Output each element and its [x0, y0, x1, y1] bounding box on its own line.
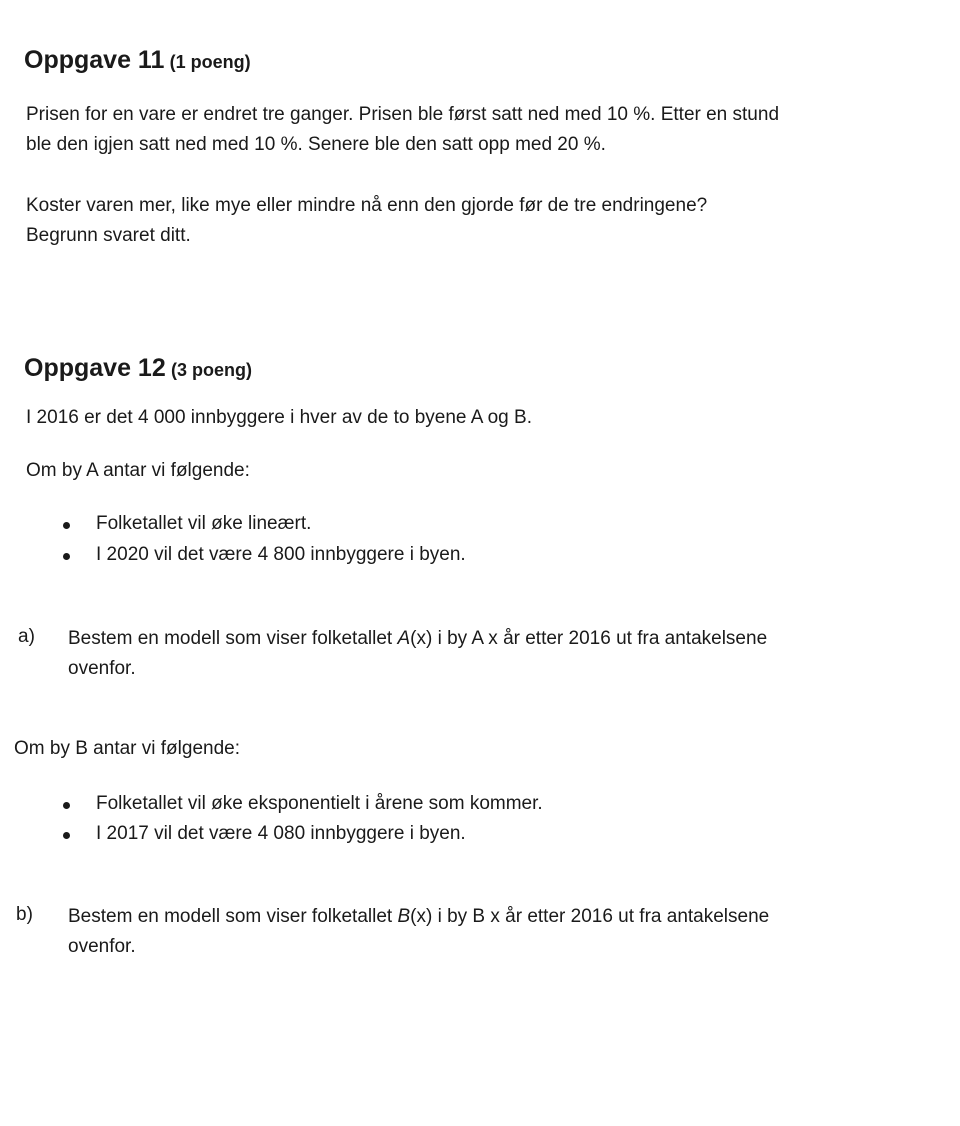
- task12-points: (3 poeng): [171, 360, 253, 380]
- subtask-b-line2: ovenfor.: [68, 936, 136, 957]
- cityB-bullet-2: I 2017 vil det være 4 080 innbyggere i byen.: [96, 823, 466, 844]
- subtask-b-text-pre: Bestem en modell som viser folketallet: [68, 906, 398, 927]
- task11-paragraph-line1: Prisen for en vare er endret tre ganger. Prisen ble først satt ned med 10 %. Etter en stund: [26, 104, 780, 125]
- cityA-bullet-1: Folketallet vil øke lineært.: [96, 513, 312, 534]
- subtask-a-text: [68, 628, 767, 650]
- function-B: B: [397, 906, 411, 927]
- subtask-a-line2: ovenfor.: [68, 658, 136, 679]
- bullet-icon: [63, 802, 70, 809]
- task11-paragraph-line2: ble den igjen satt ned med 10 %. Senere ble den satt opp med 20 %.: [26, 134, 606, 155]
- function-A-arg: (x): [410, 628, 433, 649]
- subtask-b-label: b): [16, 904, 33, 925]
- task12-intro: I 2016 er det 4 000 innbyggere i hver av de to byene A og B.: [26, 407, 532, 428]
- bullet-icon: [63, 832, 70, 839]
- subtask-b-text: [68, 906, 769, 928]
- subtask-a-label: a): [18, 626, 35, 647]
- task11-question-line1: Koster varen mer, like mye eller mindre nå enn den gjorde før de tre endringene?: [26, 195, 708, 216]
- subtask-b-text-post: i by B x år etter 2016 ut fra antakelsene: [432, 906, 770, 927]
- function-A: A: [397, 628, 411, 649]
- task11-heading: [24, 46, 251, 75]
- cityB-bullet-1: Folketallet vil øke eksponentielt i årene som kommer.: [96, 793, 543, 814]
- function-B-arg: (x): [410, 906, 433, 927]
- cityA-bullet-2: I 2020 vil det være 4 800 innbyggere i byen.: [96, 544, 466, 565]
- bullet-icon: [63, 553, 70, 560]
- task11-title: Oppgave 11: [24, 46, 165, 74]
- bullet-icon: [63, 522, 70, 529]
- task11-question-line2: Begrunn svaret ditt.: [26, 225, 191, 246]
- subtask-a-text-pre: Bestem en modell som viser folketallet: [68, 628, 398, 649]
- subtask-a-text-post: i by A x år etter 2016 ut fra antakelsene: [432, 628, 768, 649]
- cityB-heading: Om by B antar vi følgende:: [14, 738, 240, 759]
- task12-title: Oppgave 12: [24, 354, 166, 382]
- task11-points: (1 poeng): [169, 52, 251, 72]
- cityA-heading: Om by A antar vi følgende:: [26, 460, 250, 481]
- task12-heading: [24, 354, 252, 383]
